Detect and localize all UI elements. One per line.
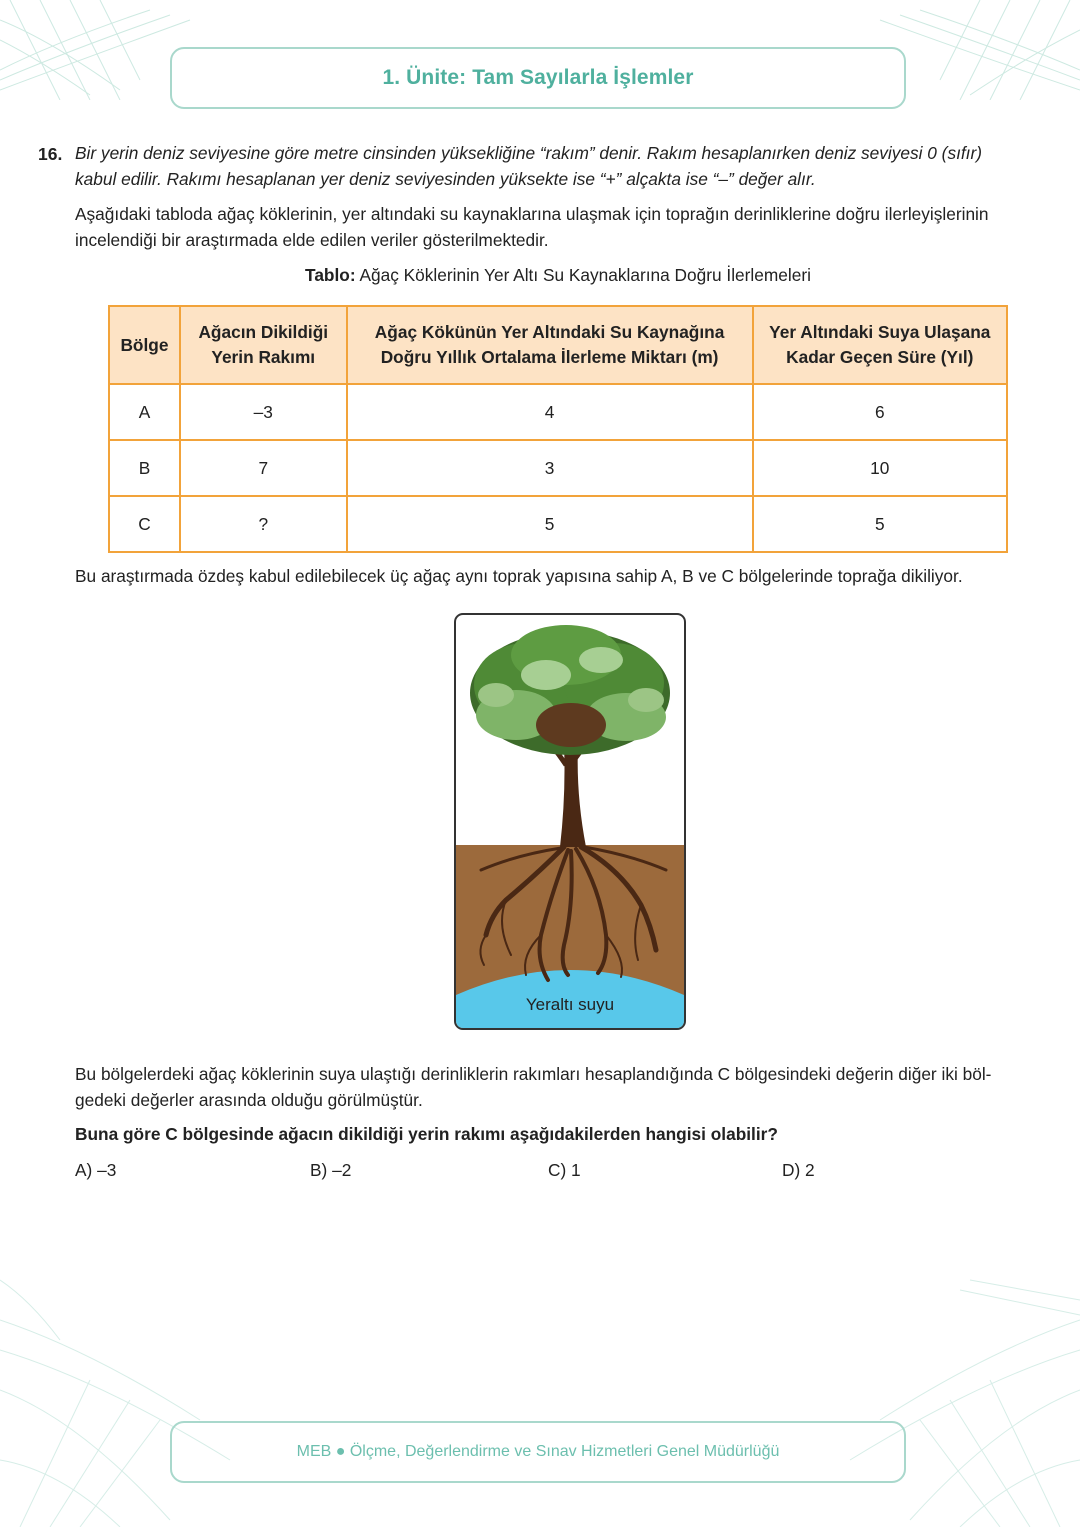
footer-banner bbox=[170, 1421, 906, 1483]
intro-line-1: Bir yerin deniz seviyesine göre metre cinsinden yüksekliğine “rakım” denir. Rakım hesaplanırken deniz seviyesi 0 (sıfır) bbox=[75, 143, 982, 163]
option-b[interactable]: B) –2 bbox=[310, 1160, 352, 1180]
groundwater-label: Yeraltı suyu bbox=[525, 995, 615, 1014]
question-prompt: Buna göre C bölgesinde ağacın dikildiği yerin rakımı aşağıdakilerden hangisi olabilir? bbox=[75, 1124, 778, 1144]
table-row bbox=[109, 384, 1007, 440]
corner-decoration-bottom-right bbox=[820, 1260, 1080, 1527]
cell-region: C bbox=[109, 496, 180, 552]
result-line-2: gedeki değerler arasında olduğu görülmüştür. bbox=[75, 1089, 423, 1110]
table-row bbox=[109, 496, 1007, 552]
question-number: 16. bbox=[38, 144, 63, 164]
table-row bbox=[109, 440, 1007, 496]
option-c[interactable]: C) 1 bbox=[548, 1160, 581, 1180]
cell-region: A bbox=[109, 384, 180, 440]
cell-duration: 6 bbox=[753, 384, 1007, 440]
cell-altitude: –3 bbox=[180, 384, 347, 440]
header-yearly-progress: Ağaç Kökünün Yer Altındaki Su Kaynağına Doğru Yıllık Ortalama İlerleme Miktarı (m) bbox=[347, 306, 753, 384]
context-line-1: Aşağıdaki tabloda ağaç köklerinin, yer altındaki su kaynaklarına ulaşmak için toprağın derinliklerine doğru ilerleyişlerinin bbox=[75, 204, 989, 224]
unit-header-banner bbox=[170, 47, 906, 109]
header-duration: Yer Altındaki Suya Ulaşana Kadar Geçen Süre (Yıl) bbox=[753, 306, 1007, 384]
data-table bbox=[108, 305, 1008, 553]
question-intro bbox=[75, 141, 1043, 192]
option-d[interactable]: D) 2 bbox=[782, 1160, 815, 1180]
table-caption bbox=[0, 265, 1080, 286]
context-line-2: incelendiği bir araştırmada elde edilen veriler gösterilmektedir. bbox=[75, 229, 549, 250]
cell-progress: 5 bbox=[347, 496, 753, 552]
cell-altitude: ? bbox=[180, 496, 347, 552]
cell-progress: 3 bbox=[347, 440, 753, 496]
result-text bbox=[75, 1062, 1043, 1113]
setup-text: Bu araştırmada özdeş kabul edilebilecek üç ağaç aynı toprak yapısına sahip A, B ve C bölgelerinde toprağa dikiliyor. bbox=[75, 566, 963, 586]
unit-title: 1. Ünite: Tam Sayılarla İşlemler bbox=[382, 66, 694, 89]
cell-progress: 4 bbox=[347, 384, 753, 440]
table-caption-label: Tablo: bbox=[305, 265, 356, 285]
table-header-row bbox=[109, 306, 1007, 384]
header-region: Bölge bbox=[109, 306, 180, 384]
result-line-1: Bu bölgelerdeki ağaç köklerinin suya ulaştığı derinliklerin rakımları hesaplandığında C bölgesindeki değerin diğer iki böl- bbox=[75, 1064, 992, 1084]
cell-altitude: 7 bbox=[180, 440, 347, 496]
cell-region: B bbox=[109, 440, 180, 496]
header-altitude: Ağacın Dikildiği Yerin Rakımı bbox=[180, 306, 347, 384]
table-caption-text: Ağaç Köklerinin Yer Altı Su Kaynaklarına Doğru İlerlemeleri bbox=[355, 265, 811, 285]
cell-duration: 5 bbox=[753, 496, 1007, 552]
tree-roots-figure bbox=[454, 613, 686, 1030]
tree-illustration bbox=[456, 615, 684, 1028]
question-context bbox=[75, 202, 1043, 253]
option-a[interactable]: A) –3 bbox=[75, 1160, 117, 1180]
corner-decoration-bottom-left bbox=[0, 1260, 260, 1527]
cell-duration: 10 bbox=[753, 440, 1007, 496]
footer-text: MEB ● Ölçme, Değerlendirme ve Sınav Hizmetleri Genel Müdürlüğü bbox=[296, 1443, 780, 1460]
intro-line-2: kabul edilir. Rakımı hesaplanan yer deniz seviyesinden yüksekte ise “+” alçakta ise “–” değer alır. bbox=[75, 168, 816, 189]
tree-canopy bbox=[470, 625, 670, 755]
